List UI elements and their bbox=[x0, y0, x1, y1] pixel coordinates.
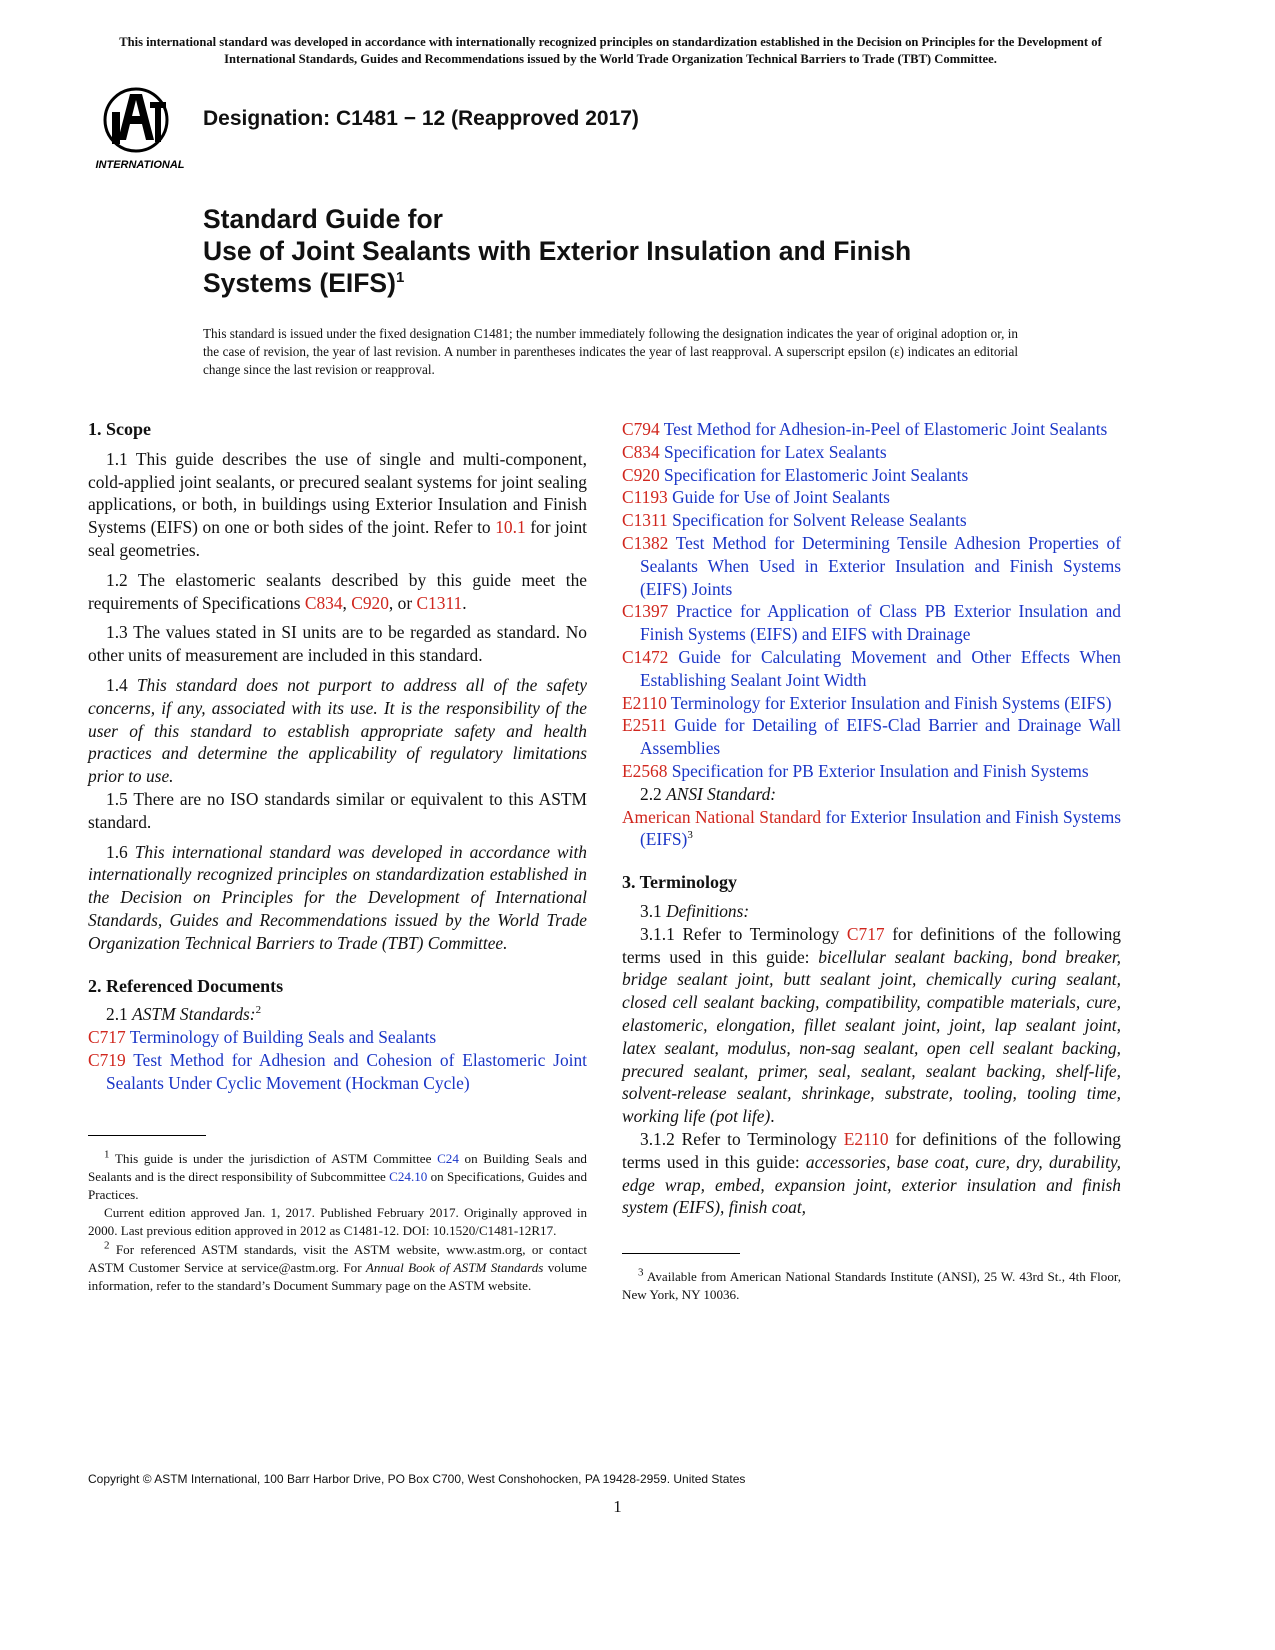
title-line-1: Standard Guide for bbox=[203, 204, 443, 234]
section-heading-scope: 1. Scope bbox=[88, 419, 151, 439]
link-e2110[interactable]: E2110 bbox=[843, 1128, 889, 1149]
scope-paragraph-1-2: 1.2 The elastomeric sealants described by this guide meet the requirements of Specifications C834, C920, or C1311. bbox=[88, 569, 587, 613]
footnotes-left bbox=[88, 1150, 587, 1296]
ref-item[interactable]: C794 Test Method for Adhesion-in-Peel of Elastomeric Joint Sealants bbox=[622, 419, 1108, 439]
section-heading-referenced-documents: 2. Referenced Documents bbox=[88, 975, 284, 996]
footnote-3: $^3$ Available from American National Standards Institute (ANSI), 25 W. 43rd St., 4th Floor, New York, NY 10036. bbox=[622, 1266, 1121, 1303]
copyright-line: Copyright © ASTM International, 100 Barr Harbor Drive, PO Box C700, West Conshohocken, PA 19428-2959. United States bbox=[88, 1472, 746, 1486]
ref-item[interactable]: C1382 Test Method for Determining Tensile Adhesion Properties of Sealants When Used in Exterior Insulation and Finish Systems (EIFS) Joints bbox=[622, 532, 1121, 599]
link-c920[interactable]: C920 bbox=[351, 592, 389, 613]
ref-item[interactable]: C920 Specification for Elastomeric Joint Sealants bbox=[622, 464, 969, 485]
astm-standards-label: 2.1 ASTM Standards:$^2$ bbox=[106, 1004, 262, 1025]
footnote-ref-3[interactable]: 3 bbox=[687, 829, 693, 842]
terminology-paragraph-3-1-2: 3.1.2 Refer to Terminology E2110 for definitions of the following terms used in this guide: accessories, base coat, cure, dry, durability, edge wrap, embed, expansion joint, exterior insulation and finish system (EIFS), finish coat, bbox=[622, 1128, 1122, 1218]
section-heading-terminology: 3. Terminology bbox=[622, 872, 738, 893]
footnote-1: $^1$ This guide is under the jurisdiction of ASTM Committee C24 on Building Seals and Sealants and is the direct responsibility of Subcommittee C24.10 on Specifications, Guides and Practices. bbox=[88, 1148, 587, 1202]
scope-paragraph-1-1: 1.1 This guide describes the use of single and multi-component, cold-applied joint sealants, or precured sealant systems for joint sealing applications, or both, in buildings using Exterior Insulation and Finish Systems (EIFS) on one or both sides of the joint. Refer to 10.1 for joint seal geometries. bbox=[88, 448, 588, 560]
title-footnote-ref[interactable]: 1 bbox=[395, 269, 405, 287]
link-c834[interactable]: C834 bbox=[304, 592, 343, 613]
ref-item-ansi[interactable]: American National Standard for Exterior Insulation and Finish Systems (EIFS)$^3$ bbox=[622, 806, 1121, 850]
ref-item[interactable]: C1193 Guide for Use of Joint Sealants bbox=[622, 487, 890, 508]
astm-logo bbox=[90, 82, 190, 174]
page-number: 1 bbox=[613, 1497, 622, 1516]
ansi-standard-label: 2.2 ANSI Standard: bbox=[640, 783, 777, 804]
ref-item[interactable]: E2511 Guide for Detailing of EIFS-Clad Barrier and Drainage Wall Assemblies bbox=[622, 715, 1121, 759]
ref-item[interactable]: C1472 Guide for Calculating Movement and Other Effects When Establishing Sealant Joint Width bbox=[622, 646, 1121, 690]
left-column bbox=[88, 418, 587, 1295]
title-line-2: Use of Joint Sealants with Exterior Insulation and Finish bbox=[203, 236, 912, 266]
link-c24-10[interactable]: C24.10 bbox=[389, 1168, 428, 1184]
ref-item[interactable]: C834 Specification for Latex Sealants bbox=[622, 441, 887, 462]
footnote-divider bbox=[622, 1253, 740, 1254]
scope-paragraph-1-6: 1.6 This international standard was developed in accordance with internationally recognized principles on standardization established in the Decision on Principles for the Development of International Standards, Guides and Recommendations issued by the World Trade Organization Technical Barriers to Trade (TBT) Committee. bbox=[88, 841, 587, 953]
scope-paragraph-1-4: 1.4 This standard does not purport to address all of the safety concerns, if any, associated with its use. It is the responsibility of the user of this standard to establish appropriate safety and health practices and determine the applicability of regulatory limitations prior to use. bbox=[88, 674, 587, 787]
document-title bbox=[203, 203, 1023, 299]
link-10-1[interactable]: 10.1 bbox=[495, 517, 526, 538]
ref-item[interactable]: C1311 Specification for Solvent Release Sealants bbox=[622, 510, 967, 531]
terminology-paragraph-3-1-1: 3.1.1 Refer to Terminology C717 for definitions of the following terms used in this guide: bicellular sealant backing, bond breaker, bridge sealant joint, butt sealant joint, chemically curing sealant, closed cell sealant backing, compatibility, compatible materials, cure, elastomeric, elongation, fillet sealant joint, joint, lap sealant joint, latex sealant, modulus, non-sag sealant, open cell sealant backing, precured sealant, primer, seal, sealant, sealant backing, shelf-life, solvent-release sealant, shrinkage, substrate, tooling, tooling time, working life (pot life). bbox=[622, 923, 1122, 1127]
ref-item[interactable]: E2110 Terminology for Exterior Insulation and Finish Systems (EIFS) bbox=[622, 692, 1112, 713]
designation: Designation: C1481 − 12 (Reapproved 2017) bbox=[203, 107, 639, 130]
scope-paragraph-1-5: 1.5 There are no ISO standards similar or equivalent to this ASTM standard. bbox=[88, 788, 587, 832]
ref-item[interactable]: C717 Terminology of Building Seals and Sealants bbox=[88, 1027, 437, 1048]
ref-item[interactable]: C1397 Practice for Application of Class PB Exterior Insulation and Finish Systems (EIFS) and EIFS with Drainage bbox=[622, 601, 1121, 645]
definitions-label: 3.1 Definitions: bbox=[640, 900, 750, 921]
logo-wordmark: INTERNATIONAL bbox=[95, 159, 185, 171]
footnote-2: $^2$ For referenced ASTM standards, visit the ASTM website, www.astm.org, or contact ASTM Customer Service at service@astm.org. For Annual Book of ASTM Standards volume information, refer to the standard’s Document Summary page on the ASTM website. bbox=[88, 1239, 587, 1293]
footnote-ref-2[interactable]: 2 bbox=[255, 1004, 262, 1017]
scope-paragraph-1-3: 1.3 The values stated in SI units are to be regarded as standard. No other units of measurement are included in this standard. bbox=[88, 622, 587, 666]
link-c24[interactable]: C24 bbox=[437, 1150, 459, 1166]
link-c1311[interactable]: C1311 bbox=[416, 592, 463, 613]
issue-note: This standard is issued under the fixed designation C1481; the number immediately following the designation indicates the year of original adoption or, in the case of revision, the year of last revision. A number in parentheses indicates the year of last reapproval. A superscript epsilon (ε) indicates an editorial change since the last revision or reapproval. bbox=[203, 326, 1018, 377]
right-column bbox=[622, 418, 1121, 1305]
link-c717[interactable]: C717 bbox=[846, 923, 885, 944]
footnote-divider bbox=[88, 1135, 206, 1136]
wto-notice: This international standard was developed in accordance with internationally recognized principles on standardization established in the Decision on Principles for the Development of International Standards, Guides and Recommendations issued by the World Trade Organization Technical Barriers to Trade (TBT) Committee. bbox=[119, 35, 1102, 66]
ref-item[interactable]: C719 Test Method for Adhesion and Cohesion of Elastomeric Joint Sealants Under Cyclic Movement (Hockman Cycle) bbox=[88, 1049, 587, 1093]
footnote-1-edition: Current edition approved Jan. 1, 2017. Published February 2017. Originally approved in 2000. Last previous edition approved in 2012 as C1481-12. DOI: 10.1520/C1481-12R17. bbox=[88, 1205, 587, 1239]
title-line-3: Systems (EIFS) bbox=[203, 268, 396, 298]
ref-item[interactable]: E2568 Specification for PB Exterior Insulation and Finish Systems bbox=[622, 760, 1089, 781]
